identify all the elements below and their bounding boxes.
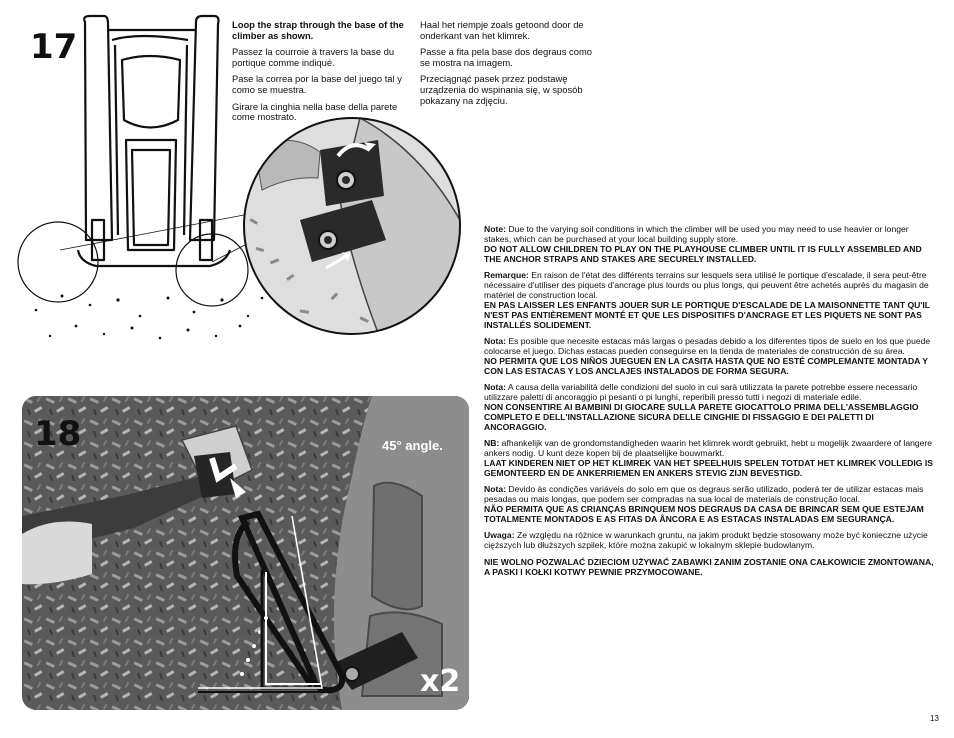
note-it-label: Nota: — [484, 382, 506, 393]
note-nl-warning: LAAT KINDEREN NIET OP HET KLIMREK VAN HET SPEELHUIS SPELEN TOTDAT HET KLIMREK VOLLEDIG IS GEMONTEERD EN DE ANKERRIEMEN EN ANKERS STEVIG ZIJN BEVESTIGD. — [484, 458, 933, 478]
note-pt-warning: NÃO PERMITA QUE AS CRIANÇAS BRINQUEM NOS DEGRAUS DA CASA DE BRINCAR SEM QUE ESTEJAM TOTALMENTE MONTADOS E AS FITAS DA ÂNCORA E AS ESTACAS INSTALADAS EM SEGURANÇA. — [484, 504, 924, 525]
note-pt-label: Nota: — [484, 484, 506, 495]
note-fr-warning: EN PAS LAISSER LES ENFANTS JOUER SUR LE PORTIQUE D'ESCALADE DE LA MAISONNETTE TANT QU'IL N'EST PAS ENTIÈREMENT MONTÉ ET QUE LES DISPOSITIFS D'ANCRAGE ET LES PIQUETS NE SONT PAS INSTALLÉS SOLIDEMENT. — [484, 299, 930, 330]
page-number: 13 — [930, 714, 939, 723]
note-pl-warning-block — [484, 558, 934, 578]
step-18-number: 18 — [34, 414, 82, 454]
note-pl-text: Ze względu na różnice w warunkach gruntu, na jakim produkt będzie stosowany może być konieczne użycie cięższych lub dłuższych szpilek, które można zakupić w lokalnym sklepie budowlanym. — [484, 530, 928, 551]
note-es-label: Nota: — [484, 336, 506, 347]
note-pt — [484, 485, 934, 525]
note-en-warning: DO NOT ALLOW CHILDREN TO PLAY ON THE PLAYHOUSE CLIMBER UNTIL IT IS FULLY ASSEMBLED AND THE ANCHOR STRAPS AND STAKES ARE SECURELY INSTALLED. — [484, 243, 922, 264]
note-it-text: A causa della variabilità delle condizioni del suolo in cui sarà utilizzata la parete potrebbe essere necessario utilizzare paletti di ancoraggio pi pesanti o pi lunghi, reperibili presso tutti i negozi di materiale edile. — [484, 382, 918, 403]
note-es-warning: NO PERMITA QUE LOS NIÑOS JUEGUEN EN LA CASITA HASTA QUE NO ESTÉ COMPLEMANTE MONTADA Y CON LAS ESTACAS Y LOS ANCLAJES INSTALADOS DE FORMA SEGURA. — [484, 355, 928, 376]
note-fr-label: Remarque: — [484, 270, 529, 281]
instruction-pt: Passe a fita pela base dos degraus como se mostra na imagem. — [420, 46, 592, 68]
note-es — [484, 337, 934, 377]
note-pl-warning: NIE WOLNO POZWALAĆ DZIECIOM UŻYWAĆ ZABAWKI ZANIM ZOSTANIE ONA CAŁKOWICIE ZMONTOWANA, A PASKI I KOŁKI KOTWY PEWNIE PRZYMOCOWANE. — [484, 556, 934, 577]
step18-photo — [22, 396, 469, 710]
notes-column — [484, 225, 934, 584]
step-17-number: 17 — [30, 27, 78, 67]
note-en — [484, 225, 934, 265]
note-pt-text: Devido às condições variáveis do solo em que os degraus serão utilizado, poderá ter de utilizar estacas mais pesadas ou mais longas, que podem ser compradas na sua local de materiais de construção local. — [484, 484, 924, 505]
note-en-label: Note: — [484, 224, 506, 234]
note-it-warning: NON CONSENTIRE AI BAMBINI DI GIOCARE SULLA PARETE GIOCATTOLO PRIMA DELL'ASSEMBLAGGIO COMPLETO E DELL'INSTALLAZIONE SICURA DELLE CINGHIE DI FISSAGGIO E DEI PALETTI DI ANCORAGGIO. — [484, 402, 919, 432]
instruction-it: Girare la cinghia nella base della parete come mostrato. — [232, 100, 398, 123]
angle-label: 45° angle. — [382, 438, 443, 453]
note-es-text: Es posible que necesite estacas más largas o pesadas debido a los diferentes tipos de suelo en los que puede colocarse el juego. Dichas estacas pueden conseguirse en la tienda de materiales de construcción de su área. — [484, 336, 931, 356]
note-fr — [484, 271, 934, 330]
instruction-es: Pase la correa por la base del juego tal y como se muestra. — [232, 73, 402, 95]
instruction-pl: Przeciągnąć pasek przez podstawę urządzenia do wspinania się, w sposób pokazany na zdjęciu. — [420, 73, 583, 106]
note-pl — [484, 531, 934, 551]
note-en-text: Due to the varying soil conditions in which the climber will be used you may need to use heavier or longer stakes, which can be purchased at your local building supply store. — [484, 224, 909, 244]
step17-instructions-right — [420, 20, 600, 112]
note-nl — [484, 439, 934, 479]
note-nl-label: NB: — [484, 438, 500, 449]
quantity-label: x2 — [420, 664, 461, 699]
instruction-en: Loop the strap through the base of the climber as shown. — [232, 19, 404, 41]
note-it — [484, 383, 934, 433]
step17-instructions-left — [232, 20, 404, 129]
note-fr-text: En raison de l'état des différents terrains sur lesquels sera utilisé le portique d'escalade, il sera peut-être nécessaire d'utiliser des piquets d'ancrage plus lourds ou plus longs, qui peuvent être achetés auprès du magasin de matériel de construction local. — [484, 270, 929, 300]
instruction-nl: Haal het riempje zoals getoond door de onderkant van het klimrek. — [420, 19, 584, 41]
note-nl-text: afhankelijk van de grondomstandigheden waarin het klimrek wordt gebruikt, hebt u mogelijk zwaardere of langere ankers nodig. U kunt deze kopen bij de plaatselijke bouwmarkt. — [484, 438, 933, 459]
instruction-fr: Passez la courroie à travers la base du portique comme indiqué. — [232, 46, 395, 68]
note-pl-label: Uwaga: — [484, 530, 515, 541]
